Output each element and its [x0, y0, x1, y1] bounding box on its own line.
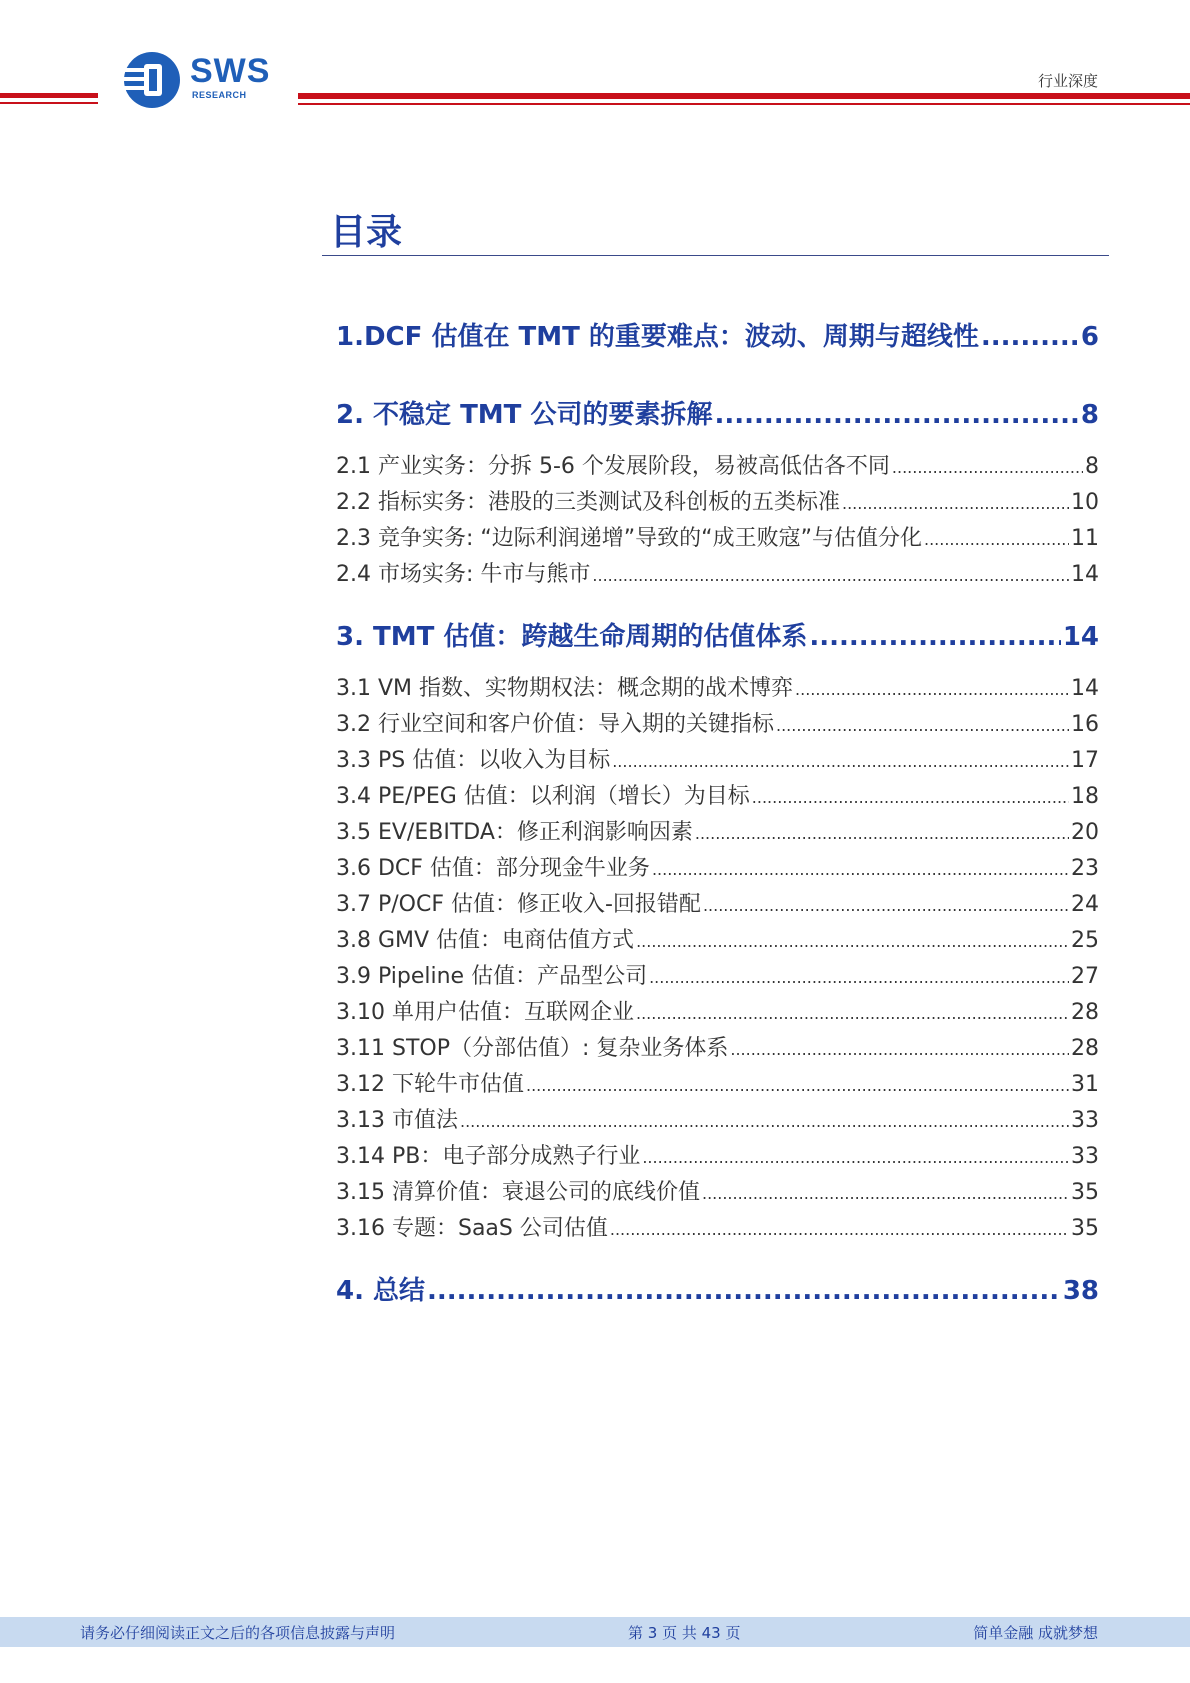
- toc-entry-text: 3.1 VM 指数、实物期权法：概念期的战术博弈: [336, 676, 794, 701]
- disclaimer-notice: 请务必仔细阅读正文之后的各项信息披露与声明: [80, 1624, 396, 1642]
- toc-entry-text: 2. 不稳定 TMT 公司的要素拆解: [336, 400, 713, 430]
- toc-entry-3-15[interactable]: [336, 1175, 1099, 1206]
- toc-entry-text: 3.2 行业空间和客户价值：导入期的关键指标: [336, 712, 774, 737]
- toc-entry-text: 2.4 市场实务: 牛市与熊市: [336, 562, 591, 587]
- toc-entry-page: 20: [1071, 820, 1099, 845]
- toc-entry-page: 18: [1071, 784, 1099, 809]
- toc-entry-2[interactable]: [336, 394, 1099, 431]
- toc-entry-text: 2.2 指标实务：港股的三类测试及科创板的五类标准: [336, 490, 840, 515]
- toc-entry-text: 3.8 GMV 估值：电商估值方式: [336, 928, 635, 953]
- toc-entry-text: 3. TMT 估值：跨越生命周期的估值体系: [336, 622, 808, 652]
- toc-leader-dots: [460, 1112, 1069, 1131]
- toc-entry-text: 3.7 P/OCF 估值：修正收入-回报错配: [336, 892, 701, 917]
- toc-leader-dots: [649, 968, 1069, 987]
- sws-logo-icon: [122, 50, 182, 110]
- toc-entry-2-4[interactable]: [336, 557, 1099, 588]
- toc-entry-3[interactable]: [336, 616, 1099, 653]
- toc-entry-text: 3.4 PE/PEG 估值：以利润（增长）为目标: [336, 784, 750, 809]
- toc-entry-page: 8: [1080, 400, 1099, 430]
- toc-entry-3-5[interactable]: [336, 815, 1099, 846]
- toc-leader-dots: [652, 860, 1069, 879]
- toc-entry-2-1[interactable]: [336, 449, 1099, 480]
- toc-entry-text: 3.3 PS 估值：以收入为目标: [336, 748, 611, 773]
- report-category: 行业深度: [1037, 72, 1098, 90]
- toc-entry-3-7[interactable]: [336, 887, 1099, 918]
- toc-entry-page: 17: [1071, 748, 1099, 773]
- toc-entry-page: 31: [1071, 1072, 1099, 1097]
- toc-leader-dots: [703, 896, 1069, 915]
- toc-entry-3-4[interactable]: [336, 779, 1099, 810]
- toc-entry-page: 35: [1071, 1216, 1099, 1241]
- toc-leader-dots: [636, 932, 1069, 951]
- toc-entry-page: 27: [1071, 964, 1099, 989]
- toc-leader-dots: [752, 788, 1069, 807]
- toc-entry-3-9[interactable]: [336, 959, 1099, 990]
- toc-entry-3-3[interactable]: [336, 743, 1099, 774]
- toc-leader-dots: [592, 566, 1069, 585]
- toc-entry-2-3[interactable]: [336, 521, 1099, 552]
- toc-entry-page: 6: [1080, 322, 1099, 352]
- toc-entry-3-6[interactable]: [336, 851, 1099, 882]
- toc-leader-dots: [730, 1040, 1069, 1059]
- toc-entry-text: 3.5 EV/EBITDA：修正利润影响因素: [336, 820, 693, 845]
- toc-title-underline: [322, 255, 1109, 256]
- toc-entry-1[interactable]: [336, 316, 1099, 353]
- header-rule-right-thin: [298, 103, 1190, 105]
- toc-entry-page: 14: [1071, 562, 1099, 587]
- toc-entry-text: 3.12 下轮牛市估值: [336, 1072, 524, 1097]
- header-rule-left: [0, 93, 98, 98]
- toc-entry-3-11[interactable]: [336, 1031, 1099, 1062]
- page-number: 第 3 页 共 43 页: [628, 1624, 741, 1642]
- toc-leader-dots: [842, 494, 1069, 513]
- toc-leader-dots: [642, 1148, 1069, 1167]
- toc-entry-3-8[interactable]: [336, 923, 1099, 954]
- logo-subtext: RESEARCH: [192, 90, 247, 100]
- toc-entry-3-14[interactable]: [336, 1139, 1099, 1170]
- toc-entry-page: 25: [1071, 928, 1099, 953]
- toc-entry-text: 4. 总结: [336, 1276, 426, 1306]
- toc-leader-dots: [702, 1184, 1069, 1203]
- page-header: [0, 0, 1190, 120]
- toc-leader-dots: [427, 1276, 1061, 1306]
- toc-entry-text: 3.15 清算价值：衰退公司的底线价值: [336, 1180, 700, 1205]
- toc-entry-text: 2.1 产业实务：分拆 5-6 个发展阶段，易被高低估各不同: [336, 454, 890, 479]
- toc-entry-page: 23: [1071, 856, 1099, 881]
- toc-entry-text: 3.10 单用户估值：互联网企业: [336, 1000, 634, 1025]
- header-rule-left-thin: [0, 102, 98, 104]
- toc-entry-text: 3.6 DCF 估值：部分现金牛业务: [336, 856, 650, 881]
- toc-entry-page: 38: [1062, 1276, 1099, 1306]
- toc-entry-page: 35: [1071, 1180, 1099, 1205]
- toc-entry-page: 33: [1071, 1108, 1099, 1133]
- toc-entry-page: 8: [1085, 454, 1099, 479]
- toc-entry-text: 3.14 PB：电子部分成熟子行业: [336, 1144, 641, 1169]
- toc-entry-page: 28: [1071, 1036, 1099, 1061]
- sws-logo: [122, 50, 282, 110]
- toc-entry-text: 3.9 Pipeline 估值：产品型公司: [336, 964, 648, 989]
- toc-entry-page: 14: [1062, 622, 1099, 652]
- toc-entry-text: 3.16 专题：SaaS 公司估值: [336, 1216, 608, 1241]
- toc-entry-page: 28: [1071, 1000, 1099, 1025]
- toc-leader-dots: [636, 1004, 1069, 1023]
- header-rule-right: [298, 93, 1190, 99]
- toc-leader-dots: [924, 530, 1069, 549]
- toc-entry-page: 24: [1071, 892, 1099, 917]
- toc-entry-text: 2.3 竞争实务: “边际利润递增”导致的“成王败寇”与估值分化: [336, 526, 922, 551]
- toc-leader-dots: [610, 1220, 1069, 1239]
- toc-entry-page: 14: [1071, 676, 1099, 701]
- footer-slogan: 简单金融 成就梦想: [973, 1624, 1098, 1642]
- toc-leader-dots: [809, 622, 1060, 652]
- toc-entry-3-12[interactable]: [336, 1067, 1099, 1098]
- toc-entry-4[interactable]: [336, 1270, 1099, 1307]
- logo-text: SWS: [190, 52, 271, 90]
- toc-leader-dots: [612, 752, 1069, 771]
- toc-leader-dots: [714, 400, 1078, 430]
- toc-entry-page: 10: [1071, 490, 1099, 515]
- toc-entry-3-13[interactable]: [336, 1103, 1099, 1134]
- toc-entry-3-1[interactable]: [336, 671, 1099, 702]
- toc-entry-3-2[interactable]: [336, 707, 1099, 738]
- toc-leader-dots: [795, 680, 1069, 699]
- toc-entry-3-10[interactable]: [336, 995, 1099, 1026]
- toc-entry-text: 3.11 STOP（分部估值）: 复杂业务体系: [336, 1036, 729, 1061]
- toc-title: 目录: [330, 212, 403, 253]
- toc-leader-dots: [695, 824, 1069, 843]
- toc-leader-dots: [776, 716, 1069, 735]
- toc-leader-dots: [526, 1076, 1069, 1095]
- toc-leader-dots: [892, 458, 1083, 477]
- toc-entry-page: 33: [1071, 1144, 1099, 1169]
- toc-entry-page: 16: [1071, 712, 1099, 737]
- toc-entry-page: 11: [1071, 526, 1099, 551]
- toc-entry-text: 1.DCF 估值在 TMT 的重要难点：波动、周期与超线性: [336, 322, 979, 352]
- toc-entry-2-2[interactable]: [336, 485, 1099, 516]
- page-footer: [0, 1617, 1190, 1647]
- toc-entry-text: 3.13 市值法: [336, 1108, 458, 1133]
- toc-entry-3-16[interactable]: [336, 1211, 1099, 1242]
- toc-leader-dots: [981, 322, 1079, 352]
